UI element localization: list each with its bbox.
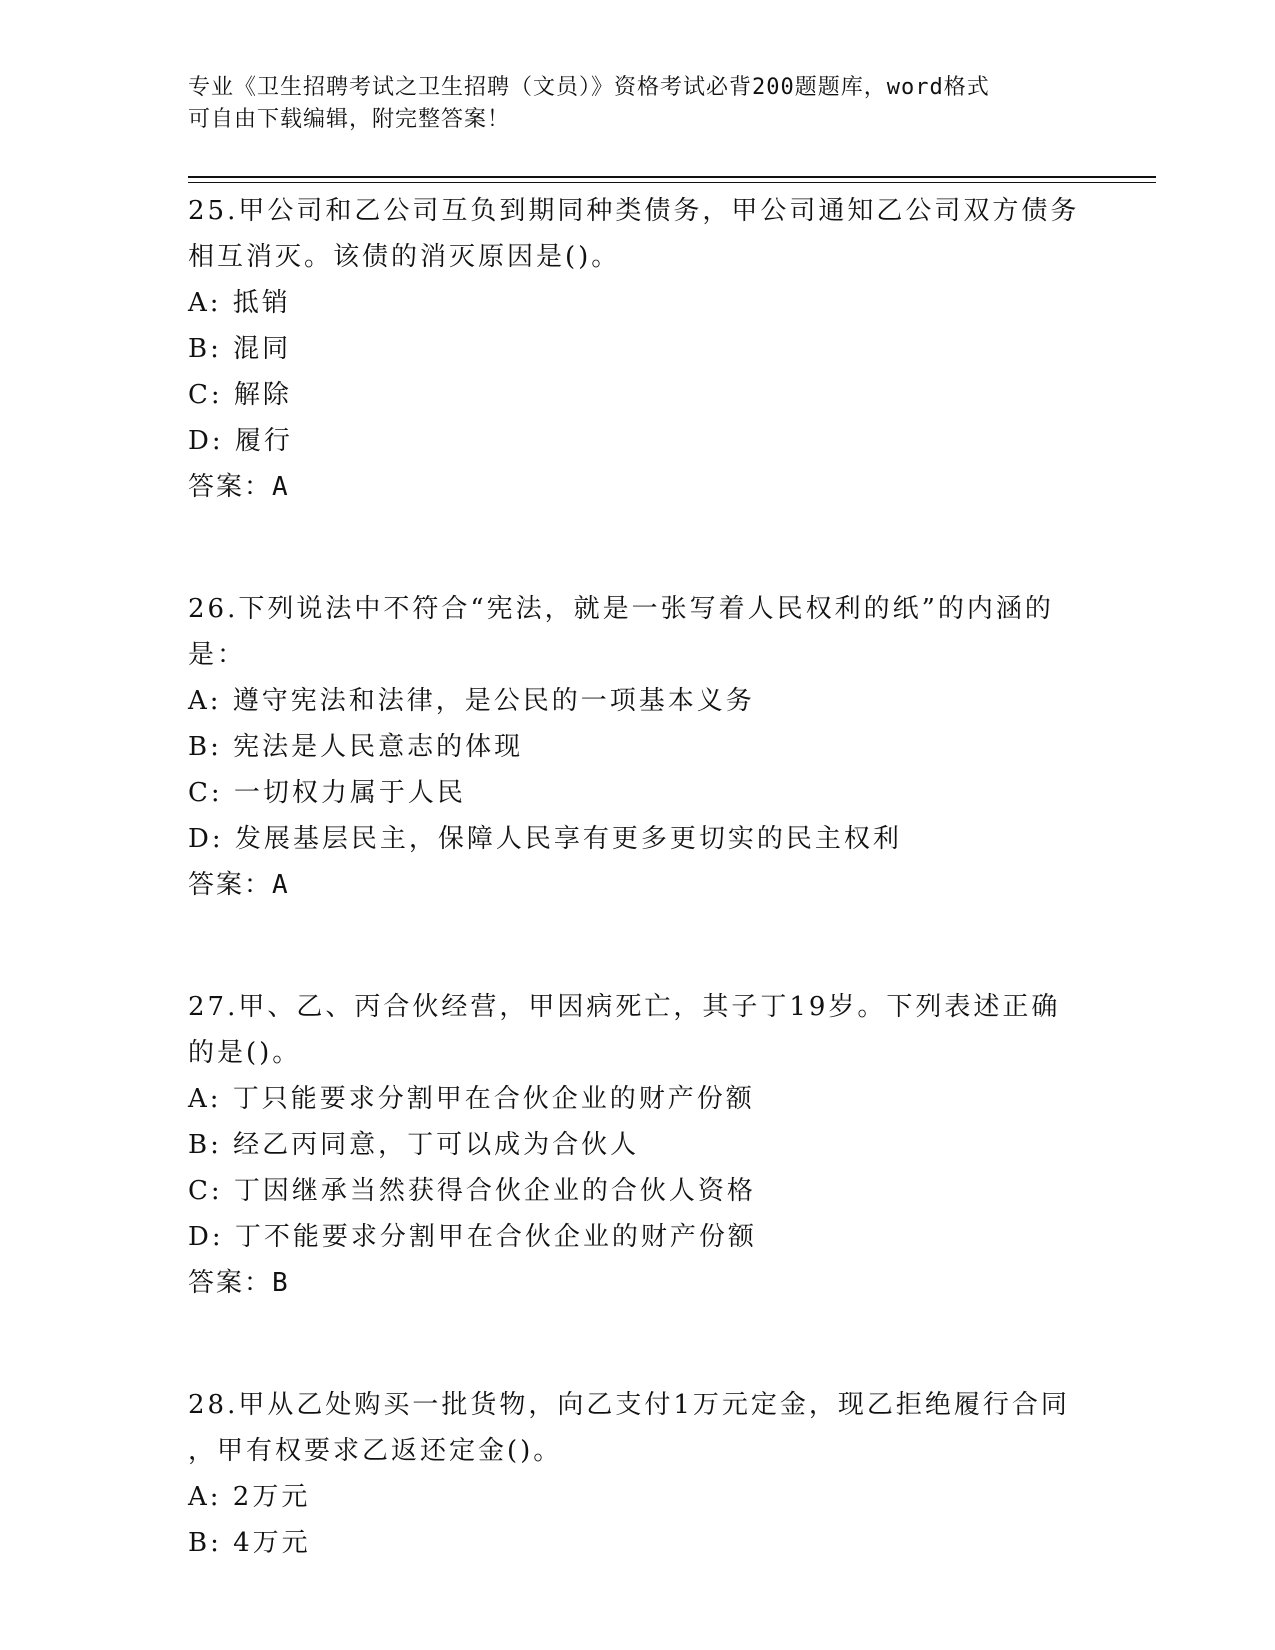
option-b: B: 宪法是人民意志的体现 <box>188 732 524 762</box>
question-stem-line: 27.甲、乙、丙合伙经营，甲因病死亡，其子丁19岁。下列表述正确 <box>188 992 1061 1022</box>
option-d: D: 发展基层民主，保障人民享有更多更切实的民主权利 <box>188 824 902 854</box>
option-c: C: 解除 <box>188 380 292 410</box>
question-stem-line: ，甲有权要求乙返还定金()。 <box>188 1436 563 1466</box>
header-divider-thin <box>188 182 1156 183</box>
question-list <box>188 188 1088 1566</box>
answer: 答案：B <box>188 1268 290 1298</box>
option-c: C: 丁因继承当然获得合伙企业的合伙人资格 <box>188 1176 756 1206</box>
option-b: B: 4万元 <box>188 1528 311 1558</box>
question-spacer <box>188 908 1088 984</box>
answer: 答案：A <box>188 472 290 502</box>
option-a: A: 遵守宪法和法律，是公民的一项基本义务 <box>188 686 755 716</box>
option-d: D: 丁不能要求分割甲在合伙企业的财产份额 <box>188 1222 757 1252</box>
question-spacer <box>188 1306 1088 1382</box>
header-divider-thick <box>188 176 1156 178</box>
question-stem-line: 26.下列说法中不符合“宪法，就是一张写着人民权利的纸”的内涵的 <box>188 594 1054 624</box>
option-a: A: 丁只能要求分割甲在合伙企业的财产份额 <box>188 1084 755 1114</box>
header-line-1: 专业《卫生招聘考试之卫生招聘（文员）》资格考试必背200题题库，word格式 <box>188 75 990 100</box>
option-d: D: 履行 <box>188 426 293 456</box>
question-27 <box>188 984 1088 1306</box>
question-stem-line: 28.甲从乙处购买一批货物，向乙支付1万元定金，现乙拒绝履行合同 <box>188 1390 1070 1420</box>
header-line-2: 可自由下载编辑，附完整答案！ <box>188 107 511 132</box>
document-header <box>188 72 1068 136</box>
answer: 答案：A <box>188 870 290 900</box>
question-stem-line: 25.甲公司和乙公司互负到期同种类债务，甲公司通知乙公司双方债务 <box>188 196 1080 226</box>
question-spacer <box>188 510 1088 586</box>
question-stem-line: 是： <box>188 640 247 670</box>
option-a: A: 2万元 <box>188 1482 311 1512</box>
question-25 <box>188 188 1088 510</box>
question-28 <box>188 1382 1088 1566</box>
option-b: B: 经乙丙同意，丁可以成为合伙人 <box>188 1130 640 1160</box>
option-a: A: 抵销 <box>188 288 291 318</box>
question-26 <box>188 586 1088 908</box>
question-stem-line: 相互消灭。该债的消灭原因是()。 <box>188 242 621 272</box>
option-b: B: 混同 <box>188 334 292 364</box>
option-c: C: 一切权力属于人民 <box>188 778 466 808</box>
question-stem-line: 的是()。 <box>188 1038 302 1068</box>
